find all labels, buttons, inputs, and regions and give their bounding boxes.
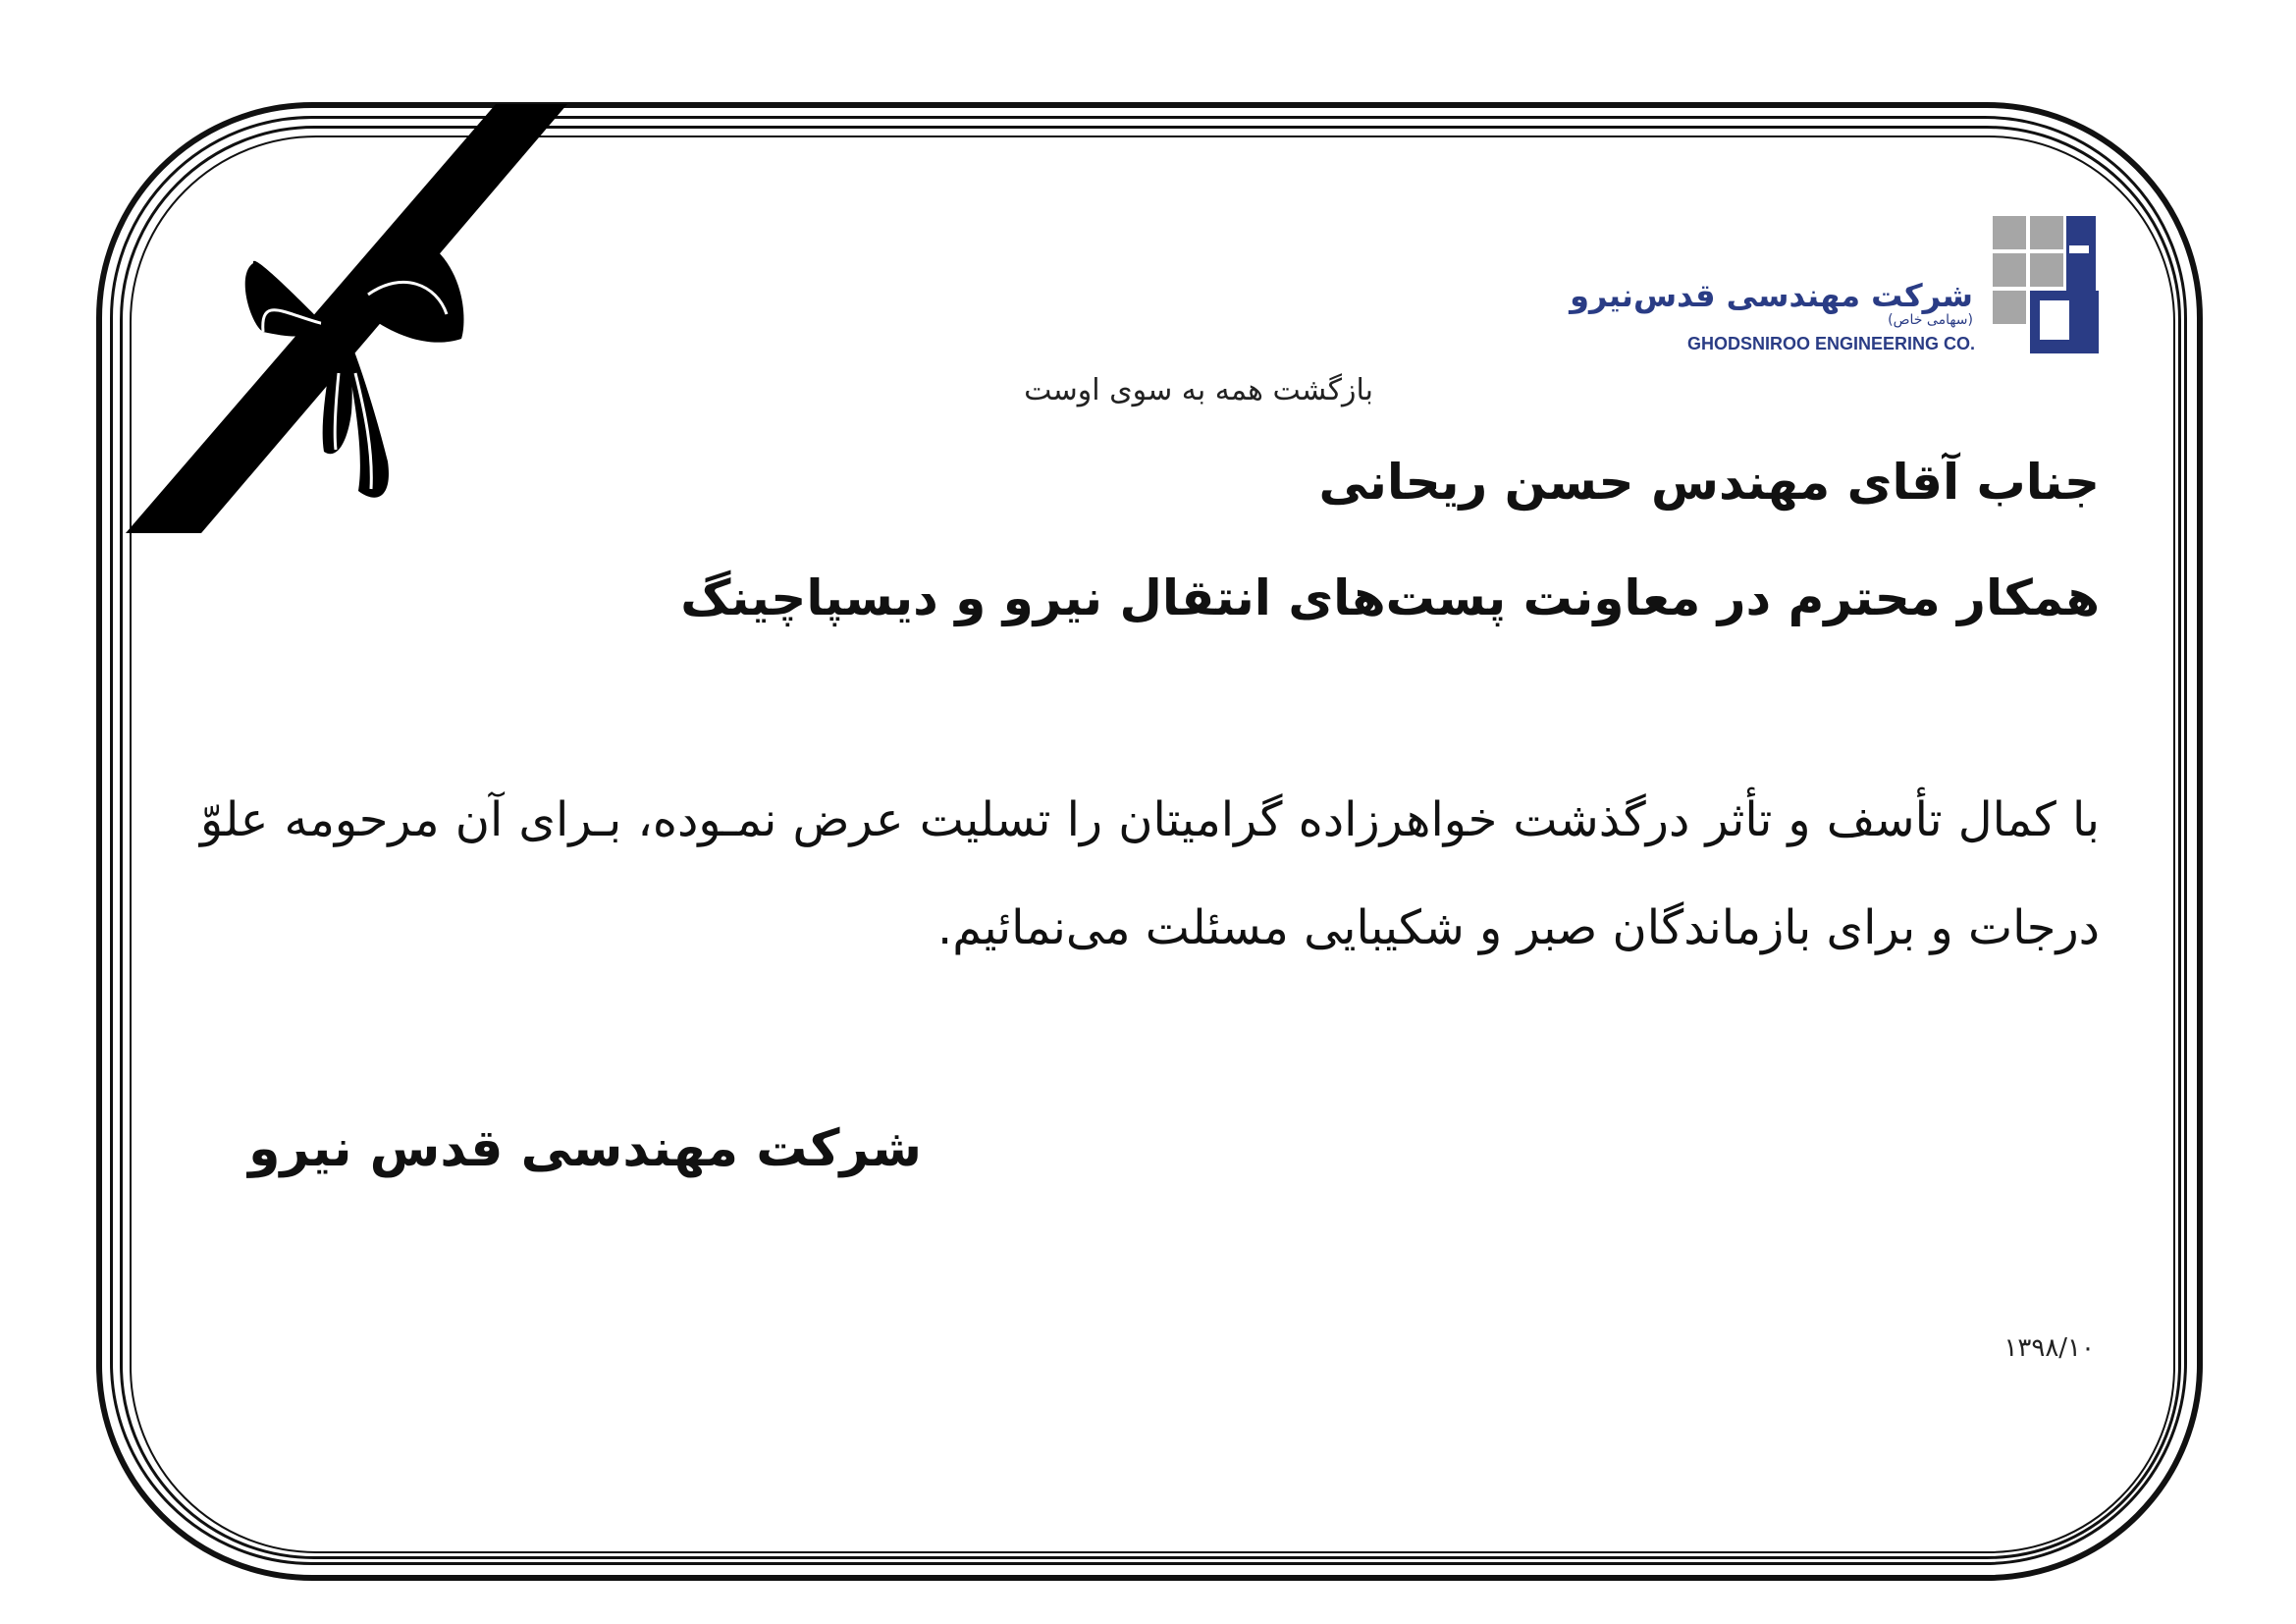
condolence-message: با کمال تأسف و تأثر درگذشت خواهرزاده گرامیتان را تسلیت عرض نمـوده، بـرای آن مرحومه علوّ درجات و برای بازماندگان صبر و شکیبایی مسئلت می‌نمائیم. [200, 792, 2100, 955]
signature: شرکت مهندسی قدس نیرو [248, 1119, 922, 1178]
mourning-ribbon-icon [0, 0, 687, 589]
company-logo-mark-icon [1983, 206, 2101, 353]
addressee-name: جناب آقای مهندس حسن ریحانی [1318, 454, 2100, 511]
company-type: (سهامی خاص) [1888, 312, 1973, 328]
company-logo [1570, 196, 2101, 363]
company-name-persian: شرکت مهندسی قدس‌نیرو [1570, 277, 1973, 314]
letter-date: ۱۳۹۸/۱۰ [2003, 1333, 2095, 1363]
addressee-role: همکار محترم در معاونت پست‌های انتقال نیرو و دیسپاچینگ [680, 569, 2100, 626]
invocation-line: بازگشت همه به سوی اوست [1024, 373, 1373, 407]
company-name-english: GHODSNIROO ENGINEERING CO. [1686, 334, 1975, 353]
